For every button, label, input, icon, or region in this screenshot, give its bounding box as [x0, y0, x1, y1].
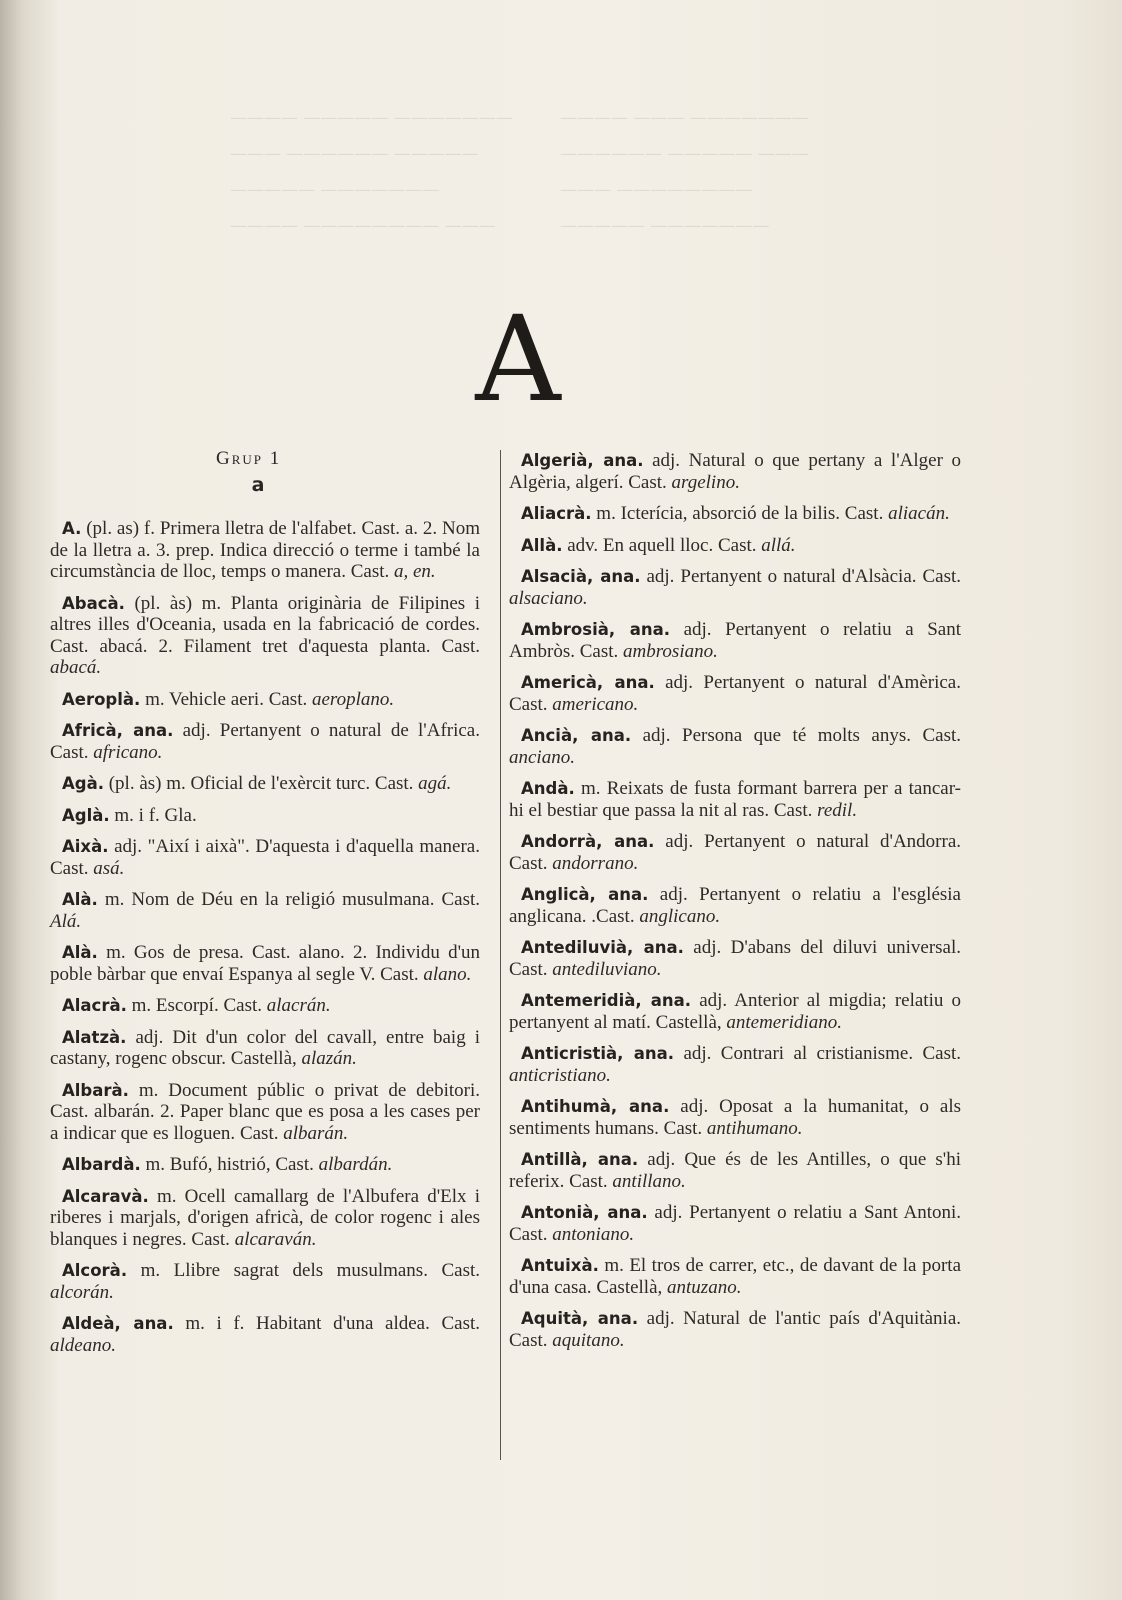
entry-translation: anglicano.	[639, 905, 721, 927]
entry-headword: A.	[62, 519, 82, 538]
entry-castilian-label: Cast.	[50, 741, 89, 763]
entry-translation: ambrosiano.	[623, 640, 718, 662]
dictionary-entry	[509, 725, 961, 768]
entry-definition: adj. Pertanyent o relatiu a Sant Ambròs.	[509, 619, 961, 662]
entry-translation: albarán.	[283, 1122, 349, 1144]
dictionary-entry	[509, 937, 961, 980]
entry-definition: m. Ocell camallarg de l'Albufera d'Elx i riberes i marjals, d'origen africà, de color rogenc i ales blanques i negres.	[50, 1185, 480, 1250]
dictionary-entry	[509, 450, 961, 493]
entry-headword: Aglà.	[62, 805, 110, 825]
entry-translation: aquitano.	[552, 1329, 625, 1351]
entry-headword: Aquità, ana.	[521, 1309, 639, 1328]
entry-definition: m. Nom de Déu en la religió musulmana.	[104, 889, 435, 910]
entry-translation: asá.	[93, 857, 125, 879]
entry-definition: m. Escorpí.	[131, 995, 219, 1016]
entry-headword: Antonià, ana.	[521, 1203, 648, 1222]
entry-translation: aliacán.	[888, 503, 950, 524]
dictionary-entry	[50, 1154, 480, 1176]
entry-translation: albardán.	[318, 1154, 393, 1175]
entry-castilian-label: Cast.	[374, 773, 414, 794]
dictionary-entry	[50, 836, 480, 879]
dictionary-entry	[50, 995, 480, 1017]
entry-definition: adj. Anterior al migdia; relatiu o pertanyent al matí.	[509, 990, 962, 1033]
entry-translation: alsaciano.	[509, 587, 588, 609]
entry-definition: (pl. às) m. Planta originària de Filipines i altres illes d'Oceania, usada en la fabricació de cordes. Cast. abacá. 2. Filament tret d'aquesta planta.	[50, 592, 481, 657]
entry-definition: m. i f. Gla.	[114, 804, 197, 826]
entry-translation: alcorán.	[50, 1281, 114, 1303]
entry-translation: abacá.	[50, 657, 102, 678]
entry-headword: Aeroplà.	[62, 689, 141, 709]
entry-definition: adj. Persona que té molts anys.	[642, 725, 911, 746]
entry-headword: Anglicà, ana.	[521, 885, 649, 904]
entry-definition: adj. Pertanyent o relatiu a Sant Antoni.	[654, 1202, 962, 1223]
entry-definition: m. Icterícia, absorció de la bilis.	[596, 503, 841, 524]
dictionary-entry	[509, 990, 961, 1033]
entry-headword: Andà.	[521, 779, 575, 798]
entry-translation: alcaraván.	[234, 1228, 317, 1250]
entry-headword: Ambrosià, ana.	[521, 620, 670, 639]
entry-definition: m. Document públic o privat de debitori. Cast. albarán. 2. Paper blanc que es posa a les cases per a indicar que es lloguen.	[50, 1079, 481, 1144]
entry-translation: anticristiano.	[509, 1064, 611, 1086]
entry-castilian-label: Cast.	[844, 503, 884, 524]
dictionary-entry	[509, 1096, 961, 1139]
dictionary-entry	[509, 1043, 961, 1086]
entry-definition: m. Reixats de fusta formant barrera per a tancar-hi el bestiar que passa la nit al ras.	[509, 778, 962, 821]
entry-headword: Alsacià, ana.	[521, 567, 641, 586]
entry-castilian-label: Cast.	[509, 1329, 548, 1351]
entry-definition: m. El tros de carrer, etc., de davant de la porta d'una casa.	[509, 1255, 961, 1298]
entry-definition: adj. Que és de les Antilles, o que s'hi referix.	[509, 1149, 961, 1192]
entry-headword: Antemeridià, ana.	[521, 991, 692, 1010]
entry-castilian-label: Cast.	[441, 1313, 480, 1334]
entry-definition: adj. Contrari al cristianisme.	[683, 1043, 914, 1064]
entry-translation: americano.	[552, 693, 639, 715]
entry-definition: m. Llibre sagrat dels musulmans.	[140, 1260, 428, 1281]
dictionary-entry	[50, 720, 480, 763]
entry-translation: alano.	[423, 963, 472, 985]
entry-translation: redil.	[817, 799, 858, 821]
entry-translation: alacrán.	[266, 995, 331, 1016]
show-through-texture: ———— ————— ——————— ——— —————— ————— ————— ——————— ———— ———————— ———	[230, 108, 513, 236]
entry-definition: adj. D'abans del diluvi universal.	[693, 937, 962, 958]
entry-translation: antuzano.	[667, 1276, 742, 1298]
entry-headword: Abacà.	[62, 593, 125, 613]
entry-definition: adj. Pertanyent o relatiu a l'església anglicana.	[509, 884, 961, 927]
entry-headword: Alà.	[62, 943, 98, 962]
dictionary-entry	[50, 889, 480, 932]
dictionary-entry	[509, 1308, 961, 1351]
entry-castilian-label: Cast.	[223, 995, 262, 1016]
entry-headword: Africà, ana.	[62, 721, 174, 740]
entry-castilian-label: Castellà,	[230, 1048, 297, 1069]
entry-headword: Americà, ana.	[521, 673, 655, 692]
section-letter: A	[475, 290, 561, 428]
entry-castilian-label: Cast.	[922, 725, 961, 746]
entry-castilian-label: Cast.	[569, 1170, 608, 1192]
dictionary-entry	[50, 1080, 480, 1145]
entry-headword: Alà.	[62, 890, 98, 909]
entry-castilian-label: Cast.	[191, 1228, 230, 1250]
entry-definition: adj. Pertanyent o natural d'Andorra.	[665, 831, 962, 852]
entry-castilian-label: Cast.	[239, 1122, 279, 1144]
show-through-texture-right: ———— ——— ——————— —————— ————— ——— ——— ———————— ————— ———————	[560, 108, 809, 236]
entry-translation: anciano.	[509, 746, 575, 768]
entry-headword: Aliacrà.	[521, 504, 592, 523]
entry-castilian-label: Cast.	[717, 534, 757, 556]
dictionary-entry	[50, 773, 480, 795]
entry-castilian-label: Cast.	[579, 640, 619, 662]
entry-translation: africano.	[93, 741, 163, 763]
entry-castilian-label: Cast.	[441, 1260, 481, 1281]
entry-castilian-label: Cast.	[663, 1117, 703, 1139]
entry-headword: Algerià, ana.	[521, 451, 644, 470]
entry-definition: (pl. às) m. Oficial de l'exèrcit turc.	[108, 773, 371, 794]
dictionary-entry	[509, 1255, 961, 1298]
entry-castilian-label: Cast.	[509, 958, 548, 980]
entry-castilian-label: Cast.	[922, 1043, 962, 1064]
entry-translation: agá.	[418, 773, 452, 794]
dictionary-entry	[509, 535, 961, 557]
entry-translation: antemeridiano.	[726, 1011, 842, 1033]
left-column	[50, 518, 480, 1366]
entry-definition: m. Bufó, histrió,	[145, 1154, 271, 1175]
entry-definition: adj. Pertanyent o natural de l'Africa.	[182, 720, 480, 741]
entry-definition: (pl. as) f. Primera lletra de l'alfabet. Cast. a. 2. Nom de la lletra a. 3. prep. Indica direcció o terme i també la circumstància de lloc, temps o manera.	[50, 518, 481, 582]
entry-translation: Alá.	[50, 910, 82, 932]
dictionary-entry	[50, 942, 480, 985]
entry-translation: antihumano.	[706, 1117, 803, 1139]
entry-headword: Ancià, ana.	[521, 726, 632, 745]
entry-castilian-label: Cast.	[509, 693, 548, 715]
entry-definition: m. Gos de presa. Cast. alano. 2. Individu d'un poble bàrbar que envaí Espanya al segle V.	[50, 942, 481, 985]
dictionary-entry	[509, 1149, 961, 1192]
entry-castilian-label: Cast.	[441, 889, 481, 910]
entry-definition: adj. Pertanyent o natural d'Alsàcia.	[646, 566, 917, 587]
dictionary-entry	[50, 1186, 480, 1251]
dictionary-entry	[509, 503, 961, 525]
entry-headword: Albardà.	[62, 1155, 141, 1174]
dictionary-entry	[509, 884, 961, 927]
entry-translation: antoniano.	[552, 1223, 635, 1245]
entry-castilian-label: Cast.	[509, 852, 548, 874]
entry-castilian-label: Cast.	[441, 635, 480, 657]
entry-castilian-label: Cast.	[50, 857, 89, 879]
dictionary-entry	[509, 566, 961, 609]
entry-headword: Antuixà.	[521, 1256, 599, 1275]
entry-castilian-label: Cast.	[350, 561, 390, 582]
entry-headword: Antihumà, ana.	[521, 1097, 670, 1116]
entry-definition: adj. Pertanyent o natural d'Amèrica.	[665, 672, 961, 693]
entry-definition: adj. Dit d'un color del cavall, entre baig i castany, rogenc obscur.	[50, 1026, 480, 1069]
entry-castilian-label: Cast.	[509, 1223, 548, 1245]
entry-castilian-label: Cast.	[275, 1154, 314, 1175]
entry-headword: Allà.	[521, 535, 563, 555]
entry-translation: aldeano.	[50, 1334, 116, 1356]
entry-castilian-label: Cast.	[773, 799, 813, 821]
entry-headword: Aldeà, ana.	[62, 1314, 174, 1333]
dictionary-entry	[509, 672, 961, 715]
entry-definition: adj. Oposat a la humanitat, o als sentiments humans.	[509, 1096, 961, 1139]
entry-castilian-label: Cast.	[380, 963, 419, 985]
entry-definition: adj. Natural o que pertany a l'Alger o Algèria, algerí.	[509, 450, 961, 493]
group-title: Grup 1	[216, 448, 282, 469]
entry-castilian-label: Cast.	[268, 688, 308, 710]
entry-headword: Alacrà.	[62, 996, 127, 1015]
entry-headword: Aixà.	[62, 837, 109, 856]
dictionary-entry	[50, 805, 480, 827]
column-divider	[500, 450, 501, 1460]
entry-definition: m. Vehicle aeri.	[145, 688, 264, 710]
entry-translation: allá.	[761, 534, 796, 556]
dictionary-entry	[509, 778, 961, 821]
dictionary-entry	[50, 593, 480, 679]
group-letter: a	[251, 474, 265, 496]
entry-headword: Albarà.	[62, 1080, 129, 1100]
entry-headword: Antediluvià, ana.	[521, 938, 684, 957]
entry-headword: Alcaravà.	[62, 1186, 149, 1206]
entry-headword: Anticristià, ana.	[521, 1044, 675, 1063]
entry-castilian-label: Castellà,	[596, 1276, 663, 1298]
entry-translation: a, en.	[394, 561, 436, 582]
dictionary-entry	[50, 1027, 480, 1070]
right-column	[509, 450, 961, 1361]
entry-translation: aeroplano.	[311, 688, 395, 710]
entry-headword: Andorrà, ana.	[521, 832, 655, 851]
entry-definition: m. i f. Habitant d'una aldea.	[185, 1313, 430, 1334]
dictionary-entry	[50, 689, 480, 711]
entry-castilian-label: Cast.	[922, 566, 962, 587]
entry-definition: adv. En aquell lloc.	[567, 534, 714, 556]
entry-definition: adj. "Així i aixà". D'aquesta i d'aquella manera.	[114, 836, 480, 857]
entry-translation: alazán.	[301, 1048, 357, 1069]
entry-headword: Antillà, ana.	[521, 1150, 639, 1169]
dictionary-entry	[50, 1313, 480, 1356]
entry-headword: Alcorà.	[62, 1261, 128, 1280]
entry-castilian-label: Castellà,	[655, 1011, 722, 1033]
dictionary-entry	[50, 1260, 480, 1303]
entry-translation: antediluviano.	[552, 958, 662, 980]
entry-castilian-label: .Cast.	[591, 905, 635, 927]
entry-definition: adj. Natural de l'antic país d'Aquitània.	[646, 1308, 962, 1329]
entry-headword: Alatzà.	[62, 1027, 127, 1047]
entry-headword: Agà.	[62, 774, 104, 793]
dictionary-entry	[509, 831, 961, 874]
dictionary-entry	[509, 619, 961, 662]
entry-castilian-label: Cast.	[628, 471, 667, 493]
entry-translation: andorrano.	[552, 852, 639, 874]
entry-translation: argelino.	[671, 471, 740, 493]
dictionary-entry	[50, 518, 480, 583]
entry-translation: antillano.	[612, 1170, 686, 1192]
dictionary-entry	[509, 1202, 961, 1245]
